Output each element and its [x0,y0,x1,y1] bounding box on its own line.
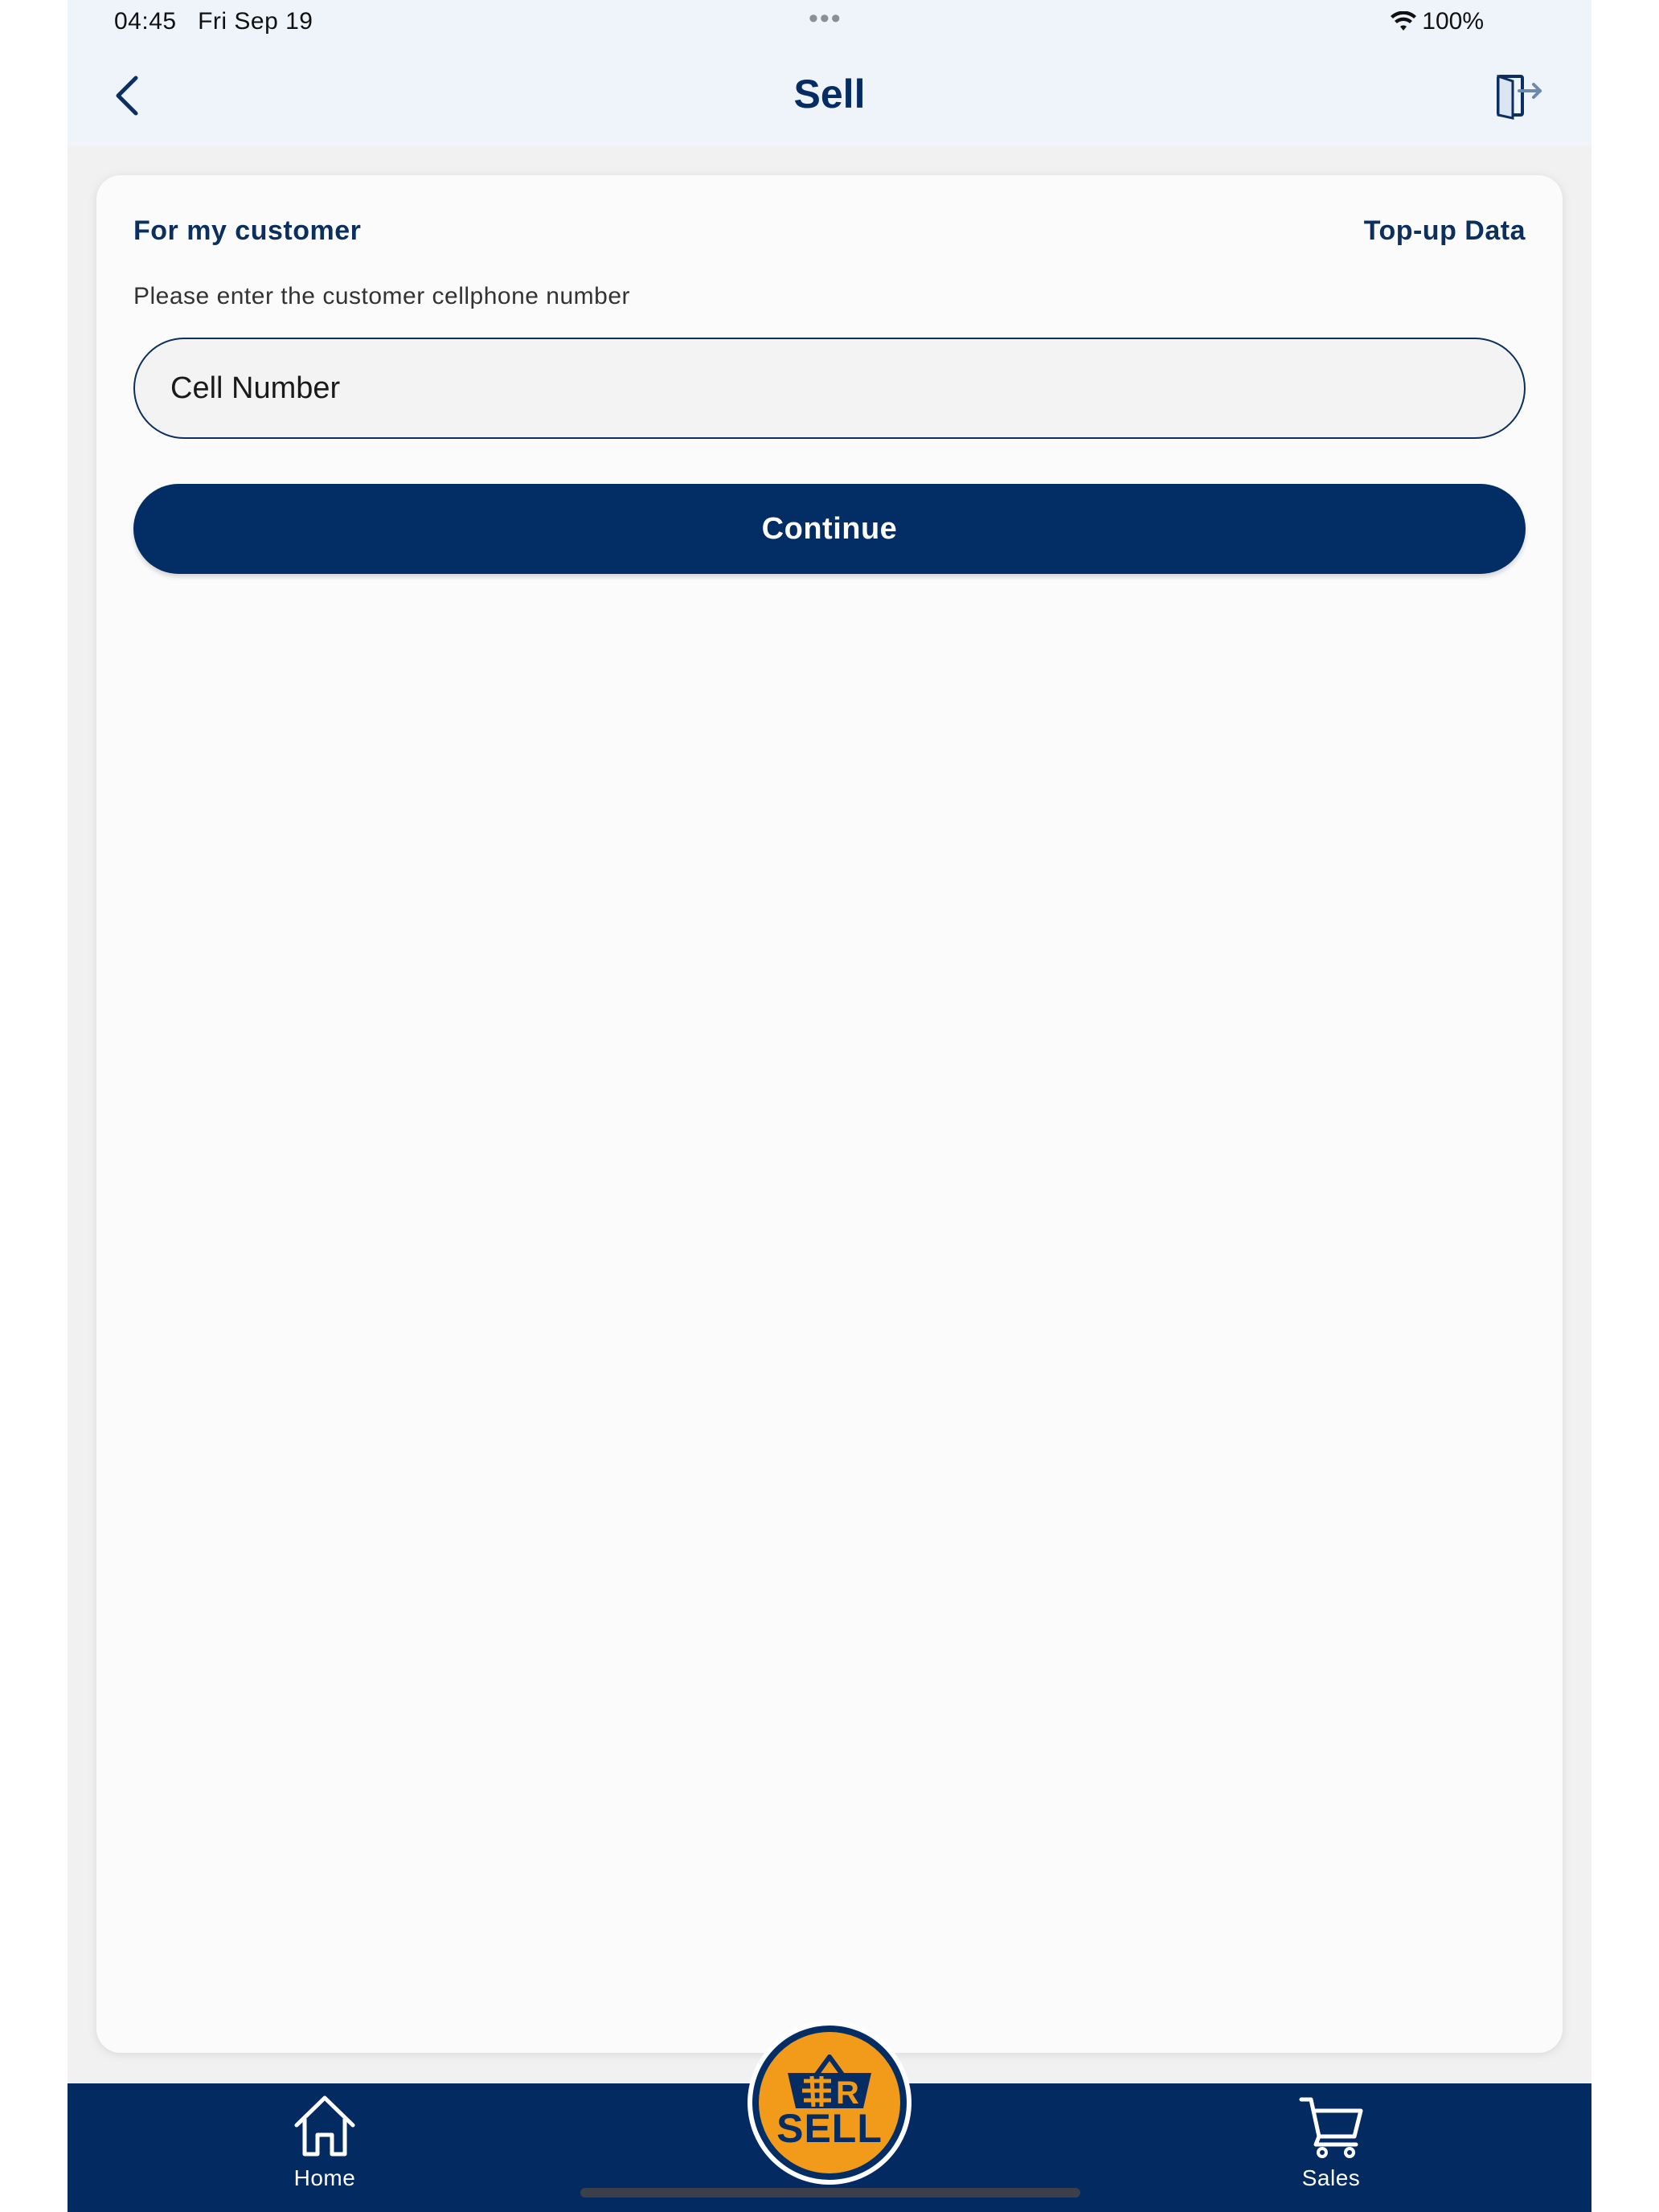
cell-number-input[interactable] [133,338,1526,439]
nav-home[interactable] [268,2091,381,2191]
home-indicator[interactable] [580,2188,1080,2198]
multitasking-dots-icon[interactable]: ••• [809,3,842,34]
continue-button[interactable]: Continue [133,484,1526,574]
page-title: Sell [793,72,866,117]
cart-icon [1296,2091,1366,2161]
sell-card [96,175,1563,2053]
nav-sales[interactable] [1275,2091,1387,2191]
top-bar [68,0,1591,146]
status-clock: 04:45 [114,8,177,35]
logout-door-icon [1493,70,1545,121]
sell-fab-core [759,2032,900,2173]
logout-button[interactable] [1487,66,1551,125]
status-indicators [1390,8,1484,35]
instruction-text: Please enter the customer cellphone number [133,283,631,309]
battery-percentage: 100% [1422,8,1484,35]
nav-home-label: Home [293,2165,356,2190]
status-time [114,8,313,35]
home-icon [290,2091,359,2161]
app-screen [68,0,1591,2212]
sell-fab-label: SELL [776,2106,883,2151]
basket-icon [784,2054,875,2112]
status-date: Fri Sep 19 [198,8,313,35]
nav-sales-label: Sales [1301,2165,1361,2190]
product-type-label[interactable]: Top-up Data [1363,215,1526,246]
sell-fab-button[interactable] [748,2021,911,2185]
sell-fab-ring [752,2026,907,2180]
wifi-icon [1390,11,1417,32]
sell-target-label: For my customer [133,215,362,246]
svg-text:R: R [836,2075,859,2111]
